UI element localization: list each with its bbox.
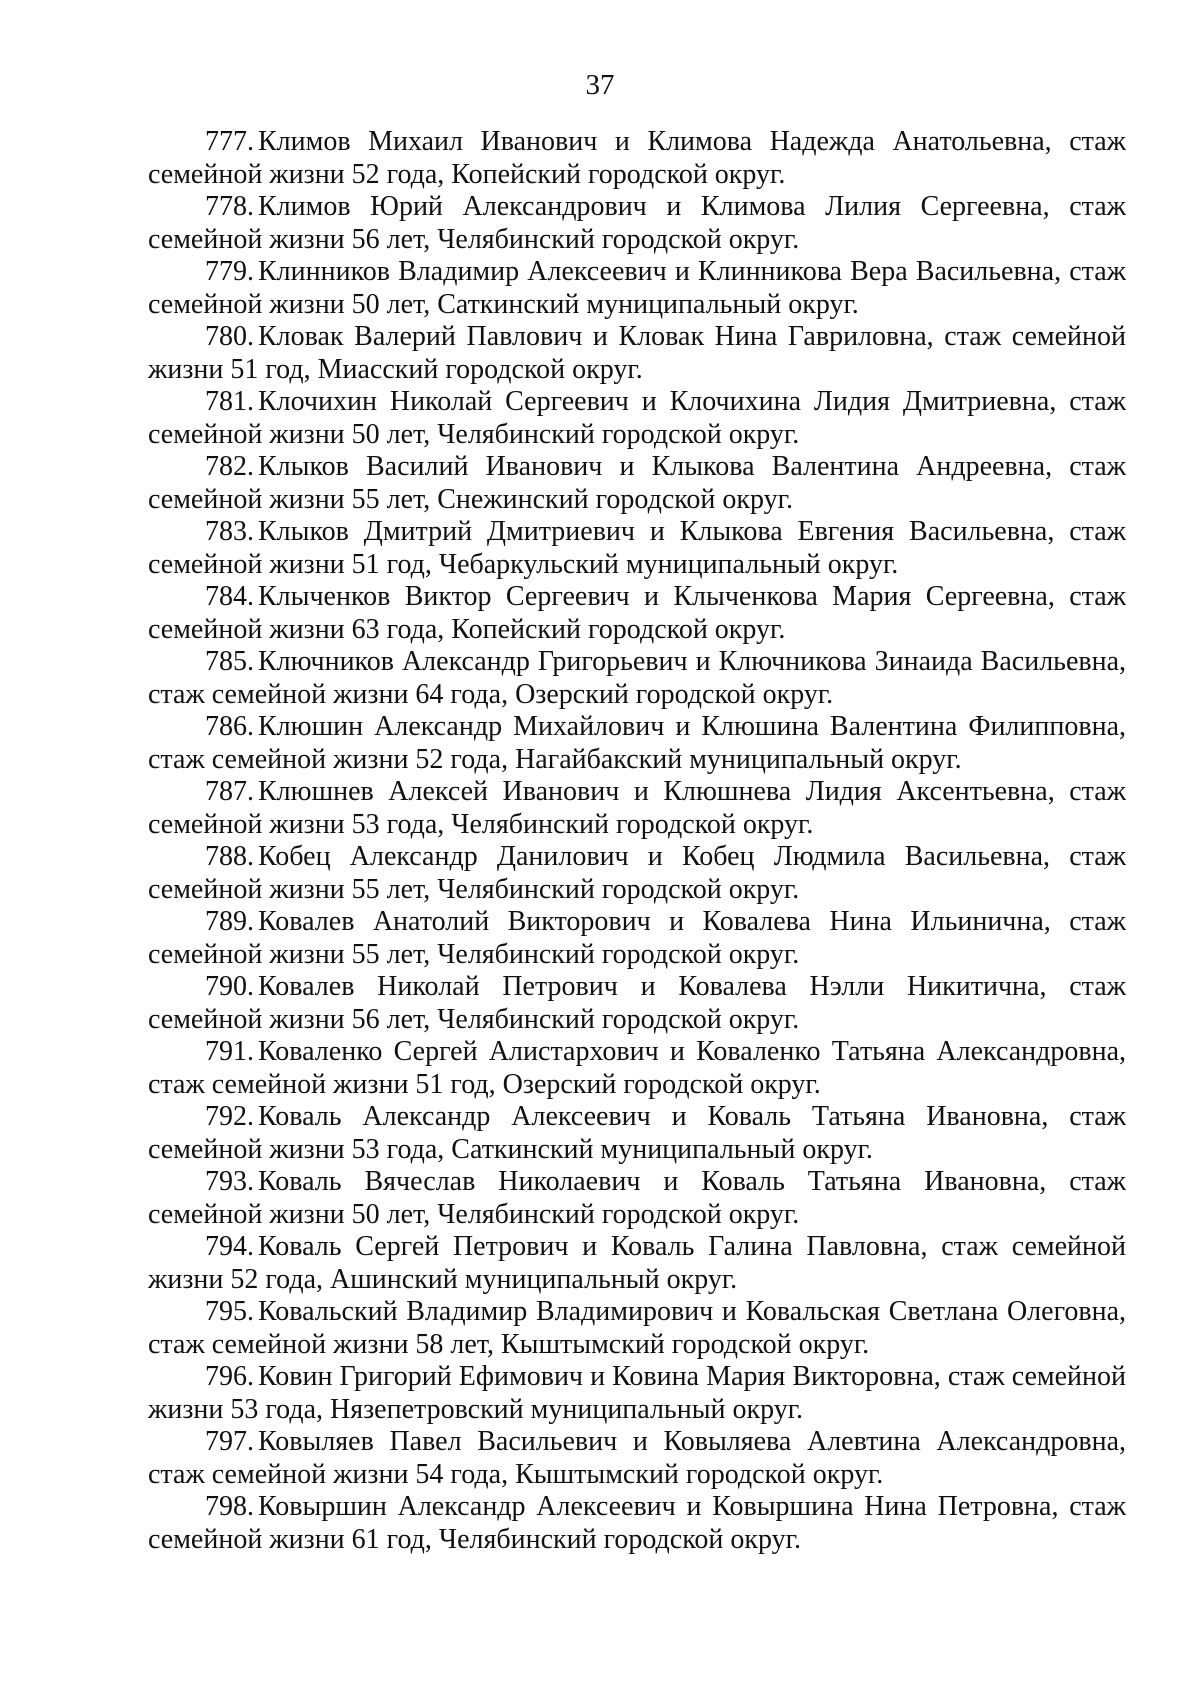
list-item (148, 451, 1126, 516)
entry-text: Коваль Сергей Петрович и Коваль Галина Павловна, стаж семейной жизни 52 года, Ашинский муниципальный округ. (148, 1231, 1126, 1295)
entry-number: 797. (205, 1426, 254, 1457)
list-item (148, 971, 1126, 1036)
entry-number: 784. (205, 581, 254, 612)
list-item (148, 1426, 1126, 1491)
entry-text: Ковалев Анатолий Викторович и Ковалева Нина Ильинична, стаж семейной жизни 55 лет, Челябинский городской округ. (148, 906, 1126, 970)
entry-number: 798. (205, 1491, 254, 1522)
entry-number: 794. (205, 1231, 254, 1262)
entry-number: 791. (205, 1036, 254, 1067)
entry-text: Коваль Александр Алексеевич и Коваль Татьяна Ивановна, стаж семейной жизни 53 года, Саткинский муниципальный округ. (148, 1101, 1126, 1165)
entry-number: 787. (205, 776, 254, 807)
award-list (148, 126, 1126, 1556)
list-item (148, 386, 1126, 451)
list-item (148, 1036, 1126, 1101)
entry-number: 796. (205, 1361, 254, 1392)
entry-text: Кобец Александр Данилович и Кобец Людмила Васильевна, стаж семейной жизни 55 лет, Челябинский городской округ. (148, 841, 1126, 905)
entry-text: Клыченков Виктор Сергеевич и Клыченкова Мария Сергеевна, стаж семейной жизни 63 года, Копейский городской округ. (148, 581, 1126, 645)
list-item (148, 1166, 1126, 1231)
list-item (148, 256, 1126, 321)
entry-number: 781. (205, 386, 254, 417)
entry-number: 779. (205, 256, 254, 287)
entry-number: 778. (205, 191, 254, 222)
entry-number: 780. (205, 321, 254, 352)
page-number: 37 (585, 69, 615, 101)
list-item (148, 1231, 1126, 1296)
list-item (148, 321, 1126, 386)
entry-text: Клочихин Николай Сергеевич и Клочихина Лидия Дмитриевна, стаж семейной жизни 50 лет, Челябинский городской округ. (148, 386, 1126, 450)
entry-number: 789. (205, 906, 254, 937)
entry-number: 782. (205, 451, 254, 482)
list-item (148, 711, 1126, 776)
entry-text: Клюшин Александр Михайлович и Клюшина Валентина Филипповна, стаж семейной жизни 52 года, Нагайбакский муниципальный округ. (148, 711, 1126, 775)
entry-number: 792. (205, 1101, 254, 1132)
entry-number: 793. (205, 1166, 254, 1197)
list-item (148, 841, 1126, 906)
entry-text: Клинников Владимир Алексеевич и Клинникова Вера Васильевна, стаж семейной жизни 50 лет, Саткинский муниципальный округ. (148, 256, 1126, 320)
entry-number: 777. (205, 126, 254, 157)
entry-text: Ковин Григорий Ефимович и Ковина Мария Викторовна, стаж семейной жизни 53 года, Нязепетровский муниципальный округ. (148, 1361, 1126, 1425)
entry-text: Климов Юрий Александрович и Климова Лилия Сергеевна, стаж семейной жизни 56 лет, Челябинский городской округ. (148, 191, 1126, 255)
entry-number: 788. (205, 841, 254, 872)
entry-text: Коваленко Сергей Алистархович и Коваленко Татьяна Александровна, стаж семейной жизни 51 год, Озерский городской округ. (148, 1036, 1126, 1100)
entry-text: Ковыляев Павел Васильевич и Ковыляева Алевтина Александровна, стаж семейной жизни 54 года, Кыштымский городской округ. (148, 1426, 1126, 1490)
entry-number: 783. (205, 516, 254, 547)
list-item (148, 776, 1126, 841)
entry-number: 785. (205, 646, 254, 677)
entry-text: Коваль Вячеслав Николаевич и Коваль Татьяна Ивановна, стаж семейной жизни 50 лет, Челябинский городской округ. (148, 1166, 1126, 1230)
list-item (148, 1296, 1126, 1361)
list-item (148, 646, 1126, 711)
list-item (148, 516, 1126, 581)
list-item (148, 1361, 1126, 1426)
entry-number: 795. (205, 1296, 254, 1327)
entry-text: Ключников Александр Григорьевич и Ключникова Зинаида Васильевна, стаж семейной жизни 64 года, Озерский городской округ. (148, 646, 1126, 710)
list-item (148, 1491, 1126, 1556)
entry-text: Ковыршин Александр Алексеевич и Ковыршина Нина Петровна, стаж семейной жизни 61 год, Челябинский городской округ. (148, 1491, 1126, 1555)
entry-text: Климов Михаил Иванович и Климова Надежда Анатольевна, стаж семейной жизни 52 года, Копейский городской округ. (148, 126, 1126, 190)
entry-number: 786. (205, 711, 254, 742)
list-item (148, 126, 1126, 191)
entry-text: Клюшнев Алексей Иванович и Клюшнева Лидия Аксентьевна, стаж семейной жизни 53 года, Челябинский городской округ. (148, 776, 1126, 840)
list-item (148, 581, 1126, 646)
entry-text: Клыков Дмитрий Дмитриевич и Клыкова Евгения Васильевна, стаж семейной жизни 51 год, Чебаркульский муниципальный округ. (148, 516, 1126, 580)
entry-number: 790. (205, 971, 254, 1002)
list-item (148, 906, 1126, 971)
entry-text: Ковалев Николай Петрович и Ковалева Нэлли Никитична, стаж семейной жизни 56 лет, Челябинский городской округ. (148, 971, 1126, 1035)
list-item (148, 1101, 1126, 1166)
entry-text: Кловак Валерий Павлович и Кловак Нина Гавриловна, стаж семейной жизни 51 год, Миасский городской округ. (148, 321, 1126, 385)
entry-text: Клыков Василий Иванович и Клыкова Валентина Андреевна, стаж семейной жизни 55 лет, Снежинский городской округ. (148, 451, 1126, 515)
list-item (148, 191, 1126, 256)
entry-text: Ковальский Владимир Владимирович и Ковальская Светлана Олеговна, стаж семейной жизни 58 лет, Кыштымский городской округ. (148, 1296, 1126, 1360)
